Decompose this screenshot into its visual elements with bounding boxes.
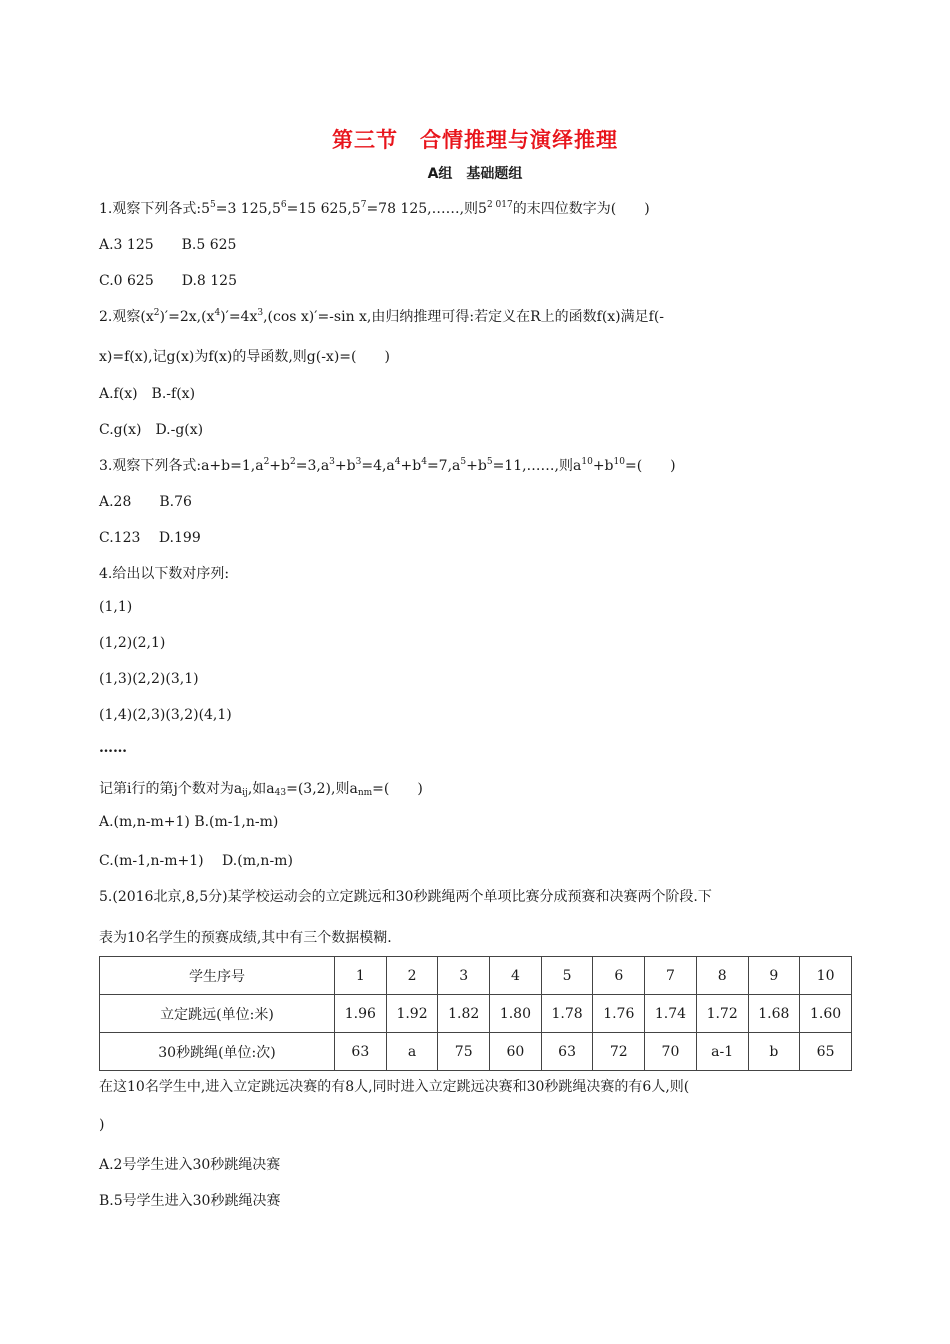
- pair-sequence-row: (1,1): [99, 599, 133, 615]
- table-cell: 70: [645, 1033, 697, 1071]
- question-5-bracket: ): [99, 1117, 105, 1133]
- table-cell: 6: [593, 957, 645, 995]
- pair-sequence-row: (1,2)(2,1): [99, 635, 166, 651]
- question-4-stem: 记第i行的第j个数对为$a_{ij}$,如$a_{43}=(3,2)$,则$a_{nm}=$( ): [99, 781, 423, 798]
- question-3-options-cd: C.123 D.199: [99, 530, 201, 546]
- question-3-options-ab: A.28 B.76: [99, 494, 192, 510]
- table-cell: 63: [541, 1033, 593, 1071]
- table-cell: 4: [490, 957, 542, 995]
- pair-sequence-row: (1,3)(2,2)(3,1): [99, 671, 199, 687]
- table-cell: 8: [696, 957, 748, 995]
- preliminary-scores-table: [99, 956, 852, 1071]
- table-cell: 2: [386, 957, 438, 995]
- question-5-stem-continued: 表为10名学生的预赛成绩,其中有三个数据模糊.: [99, 930, 392, 946]
- table-row-label: 30秒跳绳(单位:次): [100, 1033, 335, 1071]
- table-cell: 1.82: [438, 995, 490, 1033]
- pair-sequence-row: (1,4)(2,3)(3,2)(4,1): [99, 707, 232, 723]
- question-1-options-ab: A.3 125 B.5 625: [99, 237, 237, 253]
- table-cell: 1.92: [386, 995, 438, 1033]
- table-cell: 63: [335, 1033, 387, 1071]
- table-cell: 1: [335, 957, 387, 995]
- question-5-option-a: A.2号学生进入30秒跳绳决赛: [99, 1157, 281, 1173]
- question-1-options-cd: C.0 625 D.8 125: [99, 273, 237, 289]
- table-cell: b: [748, 1033, 800, 1071]
- question-4-options-cd: C.(m-1,n-m+1) D.(m,n-m): [99, 853, 293, 869]
- table-cell: 10: [800, 957, 852, 995]
- table-cell: 1.72: [696, 995, 748, 1033]
- table-cell: 9: [748, 957, 800, 995]
- table-cell: 1.76: [593, 995, 645, 1033]
- table-cell: 75: [438, 1033, 490, 1071]
- pair-sequence-ellipsis: ……: [99, 740, 127, 756]
- question-5-option-b: B.5号学生进入30秒跳绳决赛: [99, 1193, 281, 1209]
- question-5-stem: 5.(2016北京,8,5分)某学校运动会的立定跳远和30秒跳绳两个单项比赛分成预赛和决赛两个阶段.下: [99, 889, 712, 905]
- table-row: [100, 995, 852, 1033]
- question-2-options-ab: A.f(x) B.-f(x): [99, 386, 196, 402]
- table-cell: 1.80: [490, 995, 542, 1033]
- question-1-stem: 1.观察下列各式$:5^5=3$ $125,5^6=15$ $625,5^7=78$ 125,……,则$5^{2 017}$的末四位数字为( ): [99, 200, 650, 217]
- table-row: [100, 957, 852, 995]
- question-5-condition: 在这10名学生中,进入立定跳远决赛的有8人,同时进入立定跳远决赛和30秒跳绳决赛的有6人,则(: [99, 1079, 690, 1095]
- table-row-label: 立定跳远(单位:米): [100, 995, 335, 1033]
- section-title: 第三节 合情推理与演绎推理: [332, 128, 618, 152]
- table-cell: 7: [645, 957, 697, 995]
- table-cell: a-1: [696, 1033, 748, 1071]
- question-2-stem: 2.观察$(x^2)'=2x,(x^4)'=4x^3,(\cos$ x)′=-sin x,由归纳推理可得:若定义在R上的函数f(x)满足f(-: [99, 308, 665, 325]
- question-4-options-ab: A.(m,n-m+1) B.(m-1,n-m): [99, 814, 279, 830]
- group-subtitle: A组 基础题组: [427, 166, 523, 182]
- question-4-intro: 4.给出以下数对序列:: [99, 566, 230, 582]
- question-2-stem-continued: x)=f(x),记g(x)为f(x)的导函数,则g(-x)=( ): [99, 349, 390, 365]
- table-cell: 65: [800, 1033, 852, 1071]
- table-cell: a: [386, 1033, 438, 1071]
- table-cell: 1.78: [541, 995, 593, 1033]
- table-cell: 1.96: [335, 995, 387, 1033]
- question-3-stem: 3.观察下列各式$:a+b=1,a^2+b^2=3,a^3+b^3=4,a^4+b^4=7,a^5+b^5=11,\dots\dots$,则$a^{10}+b^{10}=$( ): [99, 457, 676, 474]
- table-row: [100, 1033, 852, 1071]
- table-cell: 60: [490, 1033, 542, 1071]
- table-cell: 1.68: [748, 995, 800, 1033]
- table-cell: 5: [541, 957, 593, 995]
- question-2-options-cd: C.g(x) D.-g(x): [99, 422, 204, 438]
- table-cell: 72: [593, 1033, 645, 1071]
- table-cell: 1.60: [800, 995, 852, 1033]
- table-cell: 1.74: [645, 995, 697, 1033]
- table-header-label: 学生序号: [100, 957, 335, 995]
- table-cell: 3: [438, 957, 490, 995]
